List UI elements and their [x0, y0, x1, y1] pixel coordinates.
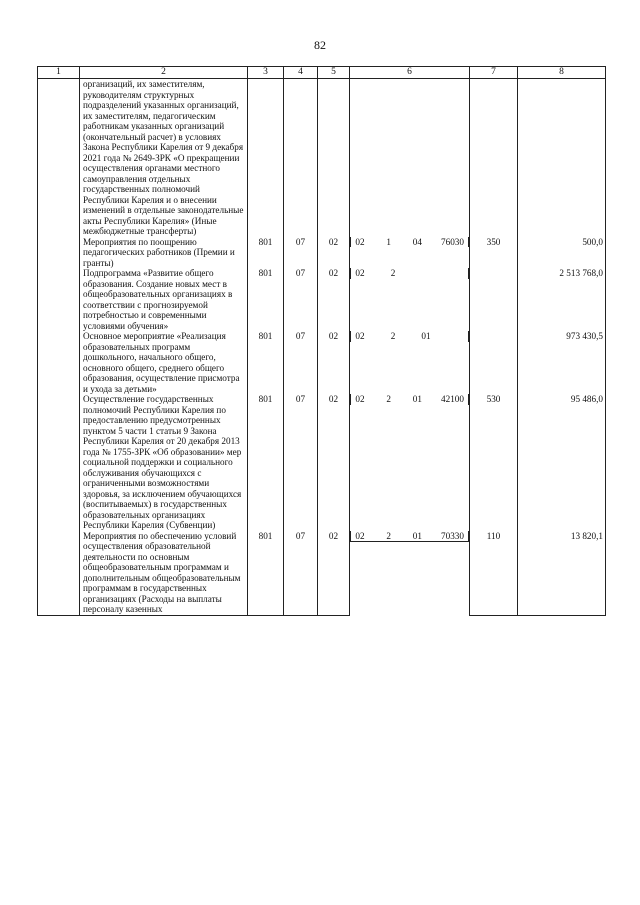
- row-amount: 973 430,5: [518, 331, 606, 394]
- row-ministry-code: 801: [248, 237, 284, 269]
- row-expense-type: 110: [470, 531, 518, 616]
- page-number: 82: [314, 38, 326, 52]
- row-program-code: [350, 268, 469, 279]
- row-subsection-code: 02: [318, 531, 350, 616]
- program-code-part: 2: [386, 530, 391, 541]
- row-expense-type: [470, 268, 518, 331]
- program-code-part: 02: [355, 530, 365, 541]
- program-code-part: 2: [390, 268, 396, 278]
- header-col-2: 2: [80, 67, 248, 79]
- program-code-part: 2: [390, 331, 396, 341]
- row-name: Мероприятия по обеспечению условий осуществления образовательной деятельности по основным общеобразовательным программам и дополнительным общеобразовательным программам в государственных организациях (Расходы на выплаты персоналу казенных: [80, 531, 248, 616]
- row-name: Основное мероприятие «Реализация образовательных программ дошкольного, начального общего, основного общего, среднего общего образования, осуществление присмотра и ухода за детьми»: [80, 331, 248, 394]
- table-row: [38, 268, 606, 331]
- row-ministry-code: [248, 79, 284, 237]
- row-name: Мероприятия по поощрению педагогических работников (Премии и гранты): [80, 237, 248, 269]
- header-col-3: 3: [248, 67, 284, 79]
- program-code-part: 42100: [441, 394, 464, 404]
- row-program-code: [350, 237, 469, 248]
- program-code-part: 2: [386, 394, 391, 404]
- program-code-part: 02: [355, 394, 365, 404]
- table-row: [38, 531, 606, 616]
- row-expense-type: 530: [470, 394, 518, 531]
- row-expense-type: [470, 331, 518, 394]
- program-code-part: 04: [412, 236, 422, 247]
- program-code-part: 1: [386, 236, 391, 247]
- row-expense-type: 350: [470, 237, 518, 269]
- table-row: [38, 331, 606, 394]
- row-name: Осуществление государственных полномочий Республики Карелия по предоставлению предусмотренных пунктом 5 части 1 статьи 9 Закона Республики Карелия от 20 декабря 2013 года № 1755-ЗРК «Об образовании» мер социальной поддержки и социального обслуживания обучающихся с ограниченными возможностями здоровья, за исключением обучающихся (воспитываемых) в государственных образовательных организациях Республики Карелия (Субвенции): [80, 394, 248, 531]
- row-ministry-code: 801: [248, 531, 284, 616]
- row-section-code: 07: [284, 268, 318, 331]
- program-code-part: 01: [412, 394, 422, 404]
- row-subsection-code: 02: [318, 331, 350, 394]
- table-row: [38, 237, 606, 269]
- row-name: организаций, их заместителям, руководителям структурных подразделений указанных организаций, их заместителям, педагогическим работникам указанных организаций (окончательный расчет) в условиях Закона Республики Карелия от 9 декабря 2021 года № 2649-ЗРК «О прекращении осуществления органами местного самоуправления отдельных государственных полномочий Республики Карелия и о внесении изменений в отдельные законодательные акты Республики Карелия» (Иные межбюджетные трансферты): [80, 79, 248, 237]
- header-col-8: 8: [518, 67, 606, 79]
- row-amount: [518, 79, 606, 237]
- header-col-1: 1: [38, 67, 80, 79]
- row-subsection-code: 02: [318, 268, 350, 331]
- program-code-part: [454, 331, 464, 342]
- row-section-code: 07: [284, 394, 318, 531]
- row-section-code: 07: [284, 237, 318, 269]
- table-row: [38, 79, 606, 237]
- program-code-part: 02: [355, 236, 365, 247]
- program-code-part: 02: [355, 268, 365, 278]
- row-section-code: [284, 79, 318, 237]
- program-code-part: [421, 268, 431, 279]
- row-ministry-code: 801: [248, 394, 284, 531]
- row-subsection-code: [318, 79, 350, 237]
- row-subsection-code: 02: [318, 394, 350, 531]
- header-col-6: 6: [350, 67, 470, 79]
- row-amount: 500,0: [518, 237, 606, 269]
- header-col-7: 7: [470, 67, 518, 79]
- row-section-code: 07: [284, 331, 318, 394]
- table-row: [38, 394, 606, 531]
- row-ministry-code: 801: [248, 331, 284, 394]
- row-subsection-code: 02: [318, 237, 350, 269]
- row-amount: 13 820,1: [518, 531, 606, 616]
- row-expense-type: [470, 79, 518, 237]
- program-code-part: 76030: [441, 236, 464, 247]
- row-ministry-code: 801: [248, 268, 284, 331]
- row-program-code: [350, 531, 469, 543]
- program-code-part: 01: [421, 331, 431, 341]
- header-col-4: 4: [284, 67, 318, 79]
- program-code-part: 01: [412, 530, 422, 541]
- row-program-code: [350, 331, 469, 342]
- program-code-part: 70330: [441, 530, 464, 541]
- row-section-code: 07: [284, 531, 318, 616]
- program-code-part: [454, 268, 464, 279]
- header-row: [38, 67, 606, 79]
- budget-table: [37, 66, 606, 616]
- row-name: Подпрограмма «Развитие общего образования. Создание новых мест в общеобразовательных организациях в соответствии с прогнозируемой потребностью и современными условиями обучения»: [80, 268, 248, 331]
- row-amount: 2 513 768,0: [518, 268, 606, 331]
- header-col-5: 5: [318, 67, 350, 79]
- row-program-code: [350, 394, 469, 405]
- program-code-part: 02: [355, 331, 365, 341]
- row-amount: 95 486,0: [518, 394, 606, 531]
